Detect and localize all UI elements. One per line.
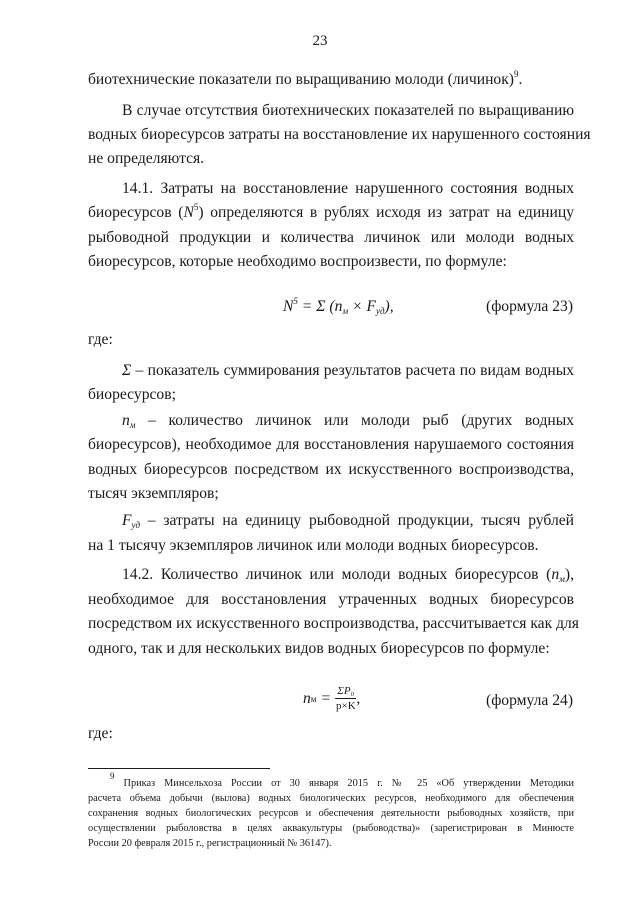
paragraph-line: на 1 тысячу экземпляров личинок или молоди водных биоресурсов. bbox=[88, 537, 539, 554]
footnote-line: расчета объема добычи (вылова) водных биологических ресурсов, необходимого для обеспечения bbox=[88, 793, 574, 804]
paragraph-line: биоресурсов $(N^5)$ определяются в рублях исходя из затрат на единицу bbox=[88, 202, 574, 221]
paragraph-line: В случае отсутствия биотехнических показателей по выращиванию bbox=[122, 102, 574, 119]
page-number: 23 bbox=[312, 33, 328, 49]
paragraph-line: 14.2. Количество личинок или молоди водных биоресурсов $(n_м)$, bbox=[122, 566, 574, 584]
paragraph-line: одного, так и для нескольких видов водных биоресурсов по формуле: bbox=[88, 640, 550, 657]
paragraph-line: биоресурсов; bbox=[88, 386, 176, 403]
where-label: где: bbox=[88, 725, 113, 742]
formula-23-label: (формула 23) bbox=[486, 298, 574, 315]
paragraph-line: биоресурсов, которые необходимо воспроизвести, по формуле: bbox=[88, 253, 507, 270]
definition-nm: $n_м$ – количество личинок или молоди рыб (других водных bbox=[122, 412, 574, 430]
footnote-line: осуществлении рыболовства в целях аквакультуры (рыбоводства)» (зарегистрирован в Минюсте bbox=[88, 823, 574, 834]
definition-fud: $F_{уд}$ – затраты на единицу рыбоводной продукции, тысяч рублей bbox=[122, 512, 574, 530]
paragraph-line: водных биоресурсов затраты на восстановление их нарушенного состояния bbox=[88, 126, 591, 143]
formula-24: n м = $\frac{\text{ΣP₀}}{p\times K}$ , bbox=[303, 685, 361, 712]
paragraph-line: рыбоводной продукции и количества личинок или молоди водных bbox=[88, 229, 574, 246]
footnote-ref[interactable]: 9 bbox=[514, 69, 519, 79]
formula-23: $N^5 = \Sigma$ $(n_м \times F_{уд})$, bbox=[283, 296, 394, 316]
paragraph-line: посредством их искусственного воспроизводства, рассчитывается как для bbox=[88, 615, 579, 632]
paragraph-line: не определяются. bbox=[88, 150, 205, 167]
paragraph-line: необходимое для восстановления утраченных водных биоресурсов bbox=[88, 591, 574, 608]
paragraph-line: биотехнические показатели по выращиванию молоди (личинок)$^9$. bbox=[88, 69, 523, 88]
formula-24-fraction: $\frac{\text{ΣP₀}}{p\times K}$ bbox=[336, 685, 356, 712]
paragraph-line: 14.1. Затраты на восстановление нарушенного состояния водных bbox=[122, 180, 574, 197]
footnote-line: России 20 февраля 2015 г., регистрационный № 36147). bbox=[88, 838, 332, 849]
footnote-number: 9 bbox=[110, 771, 115, 781]
definition-sigma: Σ – показатель суммирования результатов расчета по видам водных bbox=[122, 362, 574, 379]
where-label: где: bbox=[88, 331, 113, 348]
paragraph-line: водных биоресурсов посредством их искусственного воспроизводства, bbox=[88, 461, 574, 478]
footnote-divider bbox=[88, 768, 270, 769]
paragraph-line: биоресурсов), необходимое для восстановления нарушаемого состояния bbox=[88, 436, 574, 453]
footnote-line: $^9$ Приказ Минсельхоза России от 30 января 2015 г. № 25 «Об утверждении Методики bbox=[110, 771, 574, 789]
formula-24-label: (формула 24) bbox=[486, 692, 574, 709]
paragraph-line: тысяч экземпляров; bbox=[88, 485, 219, 502]
footnote-line: сохранения водных биологических ресурсов и обеспечения деятельности рыбоводных хозяйств, при bbox=[88, 808, 574, 819]
